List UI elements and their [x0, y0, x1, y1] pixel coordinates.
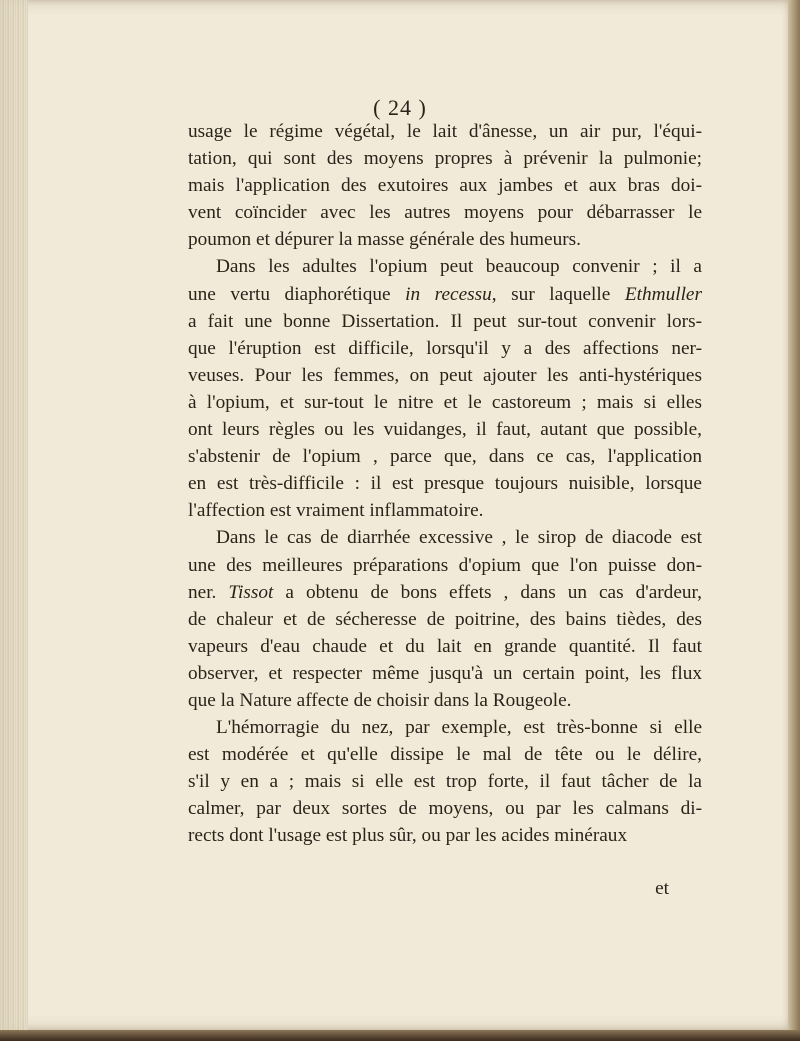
binding-edge-bottom	[0, 1030, 800, 1041]
text-line: à l'opium, et sur-tout le nitre et le castoreum ; mais si elles	[188, 391, 702, 413]
text-line: usage le régime végétal, le lait d'ânesse, un air pur, l'équi-	[188, 121, 702, 142]
text-line: ner. Tissot a obtenu de bons effets , dans un cas d'ardeur,	[188, 581, 702, 603]
text-line: ont leurs règles ou les vuidanges, il faut, autant que possible,	[188, 419, 702, 441]
text-line: s'abstenir de l'opium , parce que, dans ce cas, l'application	[188, 446, 702, 468]
catchword: et	[655, 878, 669, 899]
text-line: mais l'application des exutoires aux jambes et aux bras doi-	[188, 175, 702, 197]
text-line: l'affection est vraiment inflammatoire.	[188, 500, 484, 522]
text-line: vent coïncider avec les autres moyens pour débarrasser le	[188, 202, 702, 224]
page-stack-edge	[0, 0, 28, 1030]
text-line: rects dont l'usage est plus sûr, ou par les acides minéraux	[188, 825, 628, 847]
text-line: observer, et respecter même jusqu'à un certain point, les flux	[188, 662, 702, 684]
text-line: est modérée et qu'elle dissipe le mal de tête ou le délire,	[188, 744, 702, 766]
text-line: une des meilleures préparations d'opium que l'on puisse don-	[188, 554, 702, 576]
text-line: tation, qui sont des moyens propres à prévenir la pulmonie;	[188, 148, 702, 170]
text-line: veuses. Pour les femmes, on peut ajouter les anti-hystériques	[188, 364, 702, 386]
body-text	[188, 118, 702, 850]
text-line: que l'éruption est difficile, lorsqu'il y a des affections ner-	[188, 337, 702, 359]
text-line: calmer, par deux sortes de moyens, ou par les calmans di-	[188, 798, 702, 820]
text-line: en est très-difficile : il est presque toujours nuisible, lorsque	[188, 473, 702, 495]
text-line: Dans les adultes l'opium peut beaucoup convenir ; il a	[216, 256, 702, 278]
text-line: L'hémorragie du nez, par exemple, est très-bonne si elle	[216, 717, 702, 739]
text-line: de chaleur et de sécheresse de poitrine, des bains tièdes, des	[188, 608, 702, 630]
text-line: s'il y en a ; mais si elle est trop forte, il faut tâcher de la	[188, 771, 702, 793]
page-number: ( 24 )	[373, 95, 427, 120]
binding-edge-right	[788, 0, 800, 1041]
text-line: une vertu diaphorétique in recessu, sur laquelle Ethmuller	[188, 283, 702, 305]
text-line: vapeurs d'eau chaude et du lait en grande quantité. Il faut	[188, 635, 702, 657]
text-line: a fait une bonne Dissertation. Il peut sur-tout convenir lors-	[188, 310, 702, 332]
text-line: poumon et dépurer la masse générale des humeurs.	[188, 229, 581, 251]
text-line: Dans le cas de diarrhée excessive , le sirop de diacode est	[216, 527, 702, 549]
text-line: que la Nature affecte de choisir dans la Rougeole.	[188, 689, 572, 711]
